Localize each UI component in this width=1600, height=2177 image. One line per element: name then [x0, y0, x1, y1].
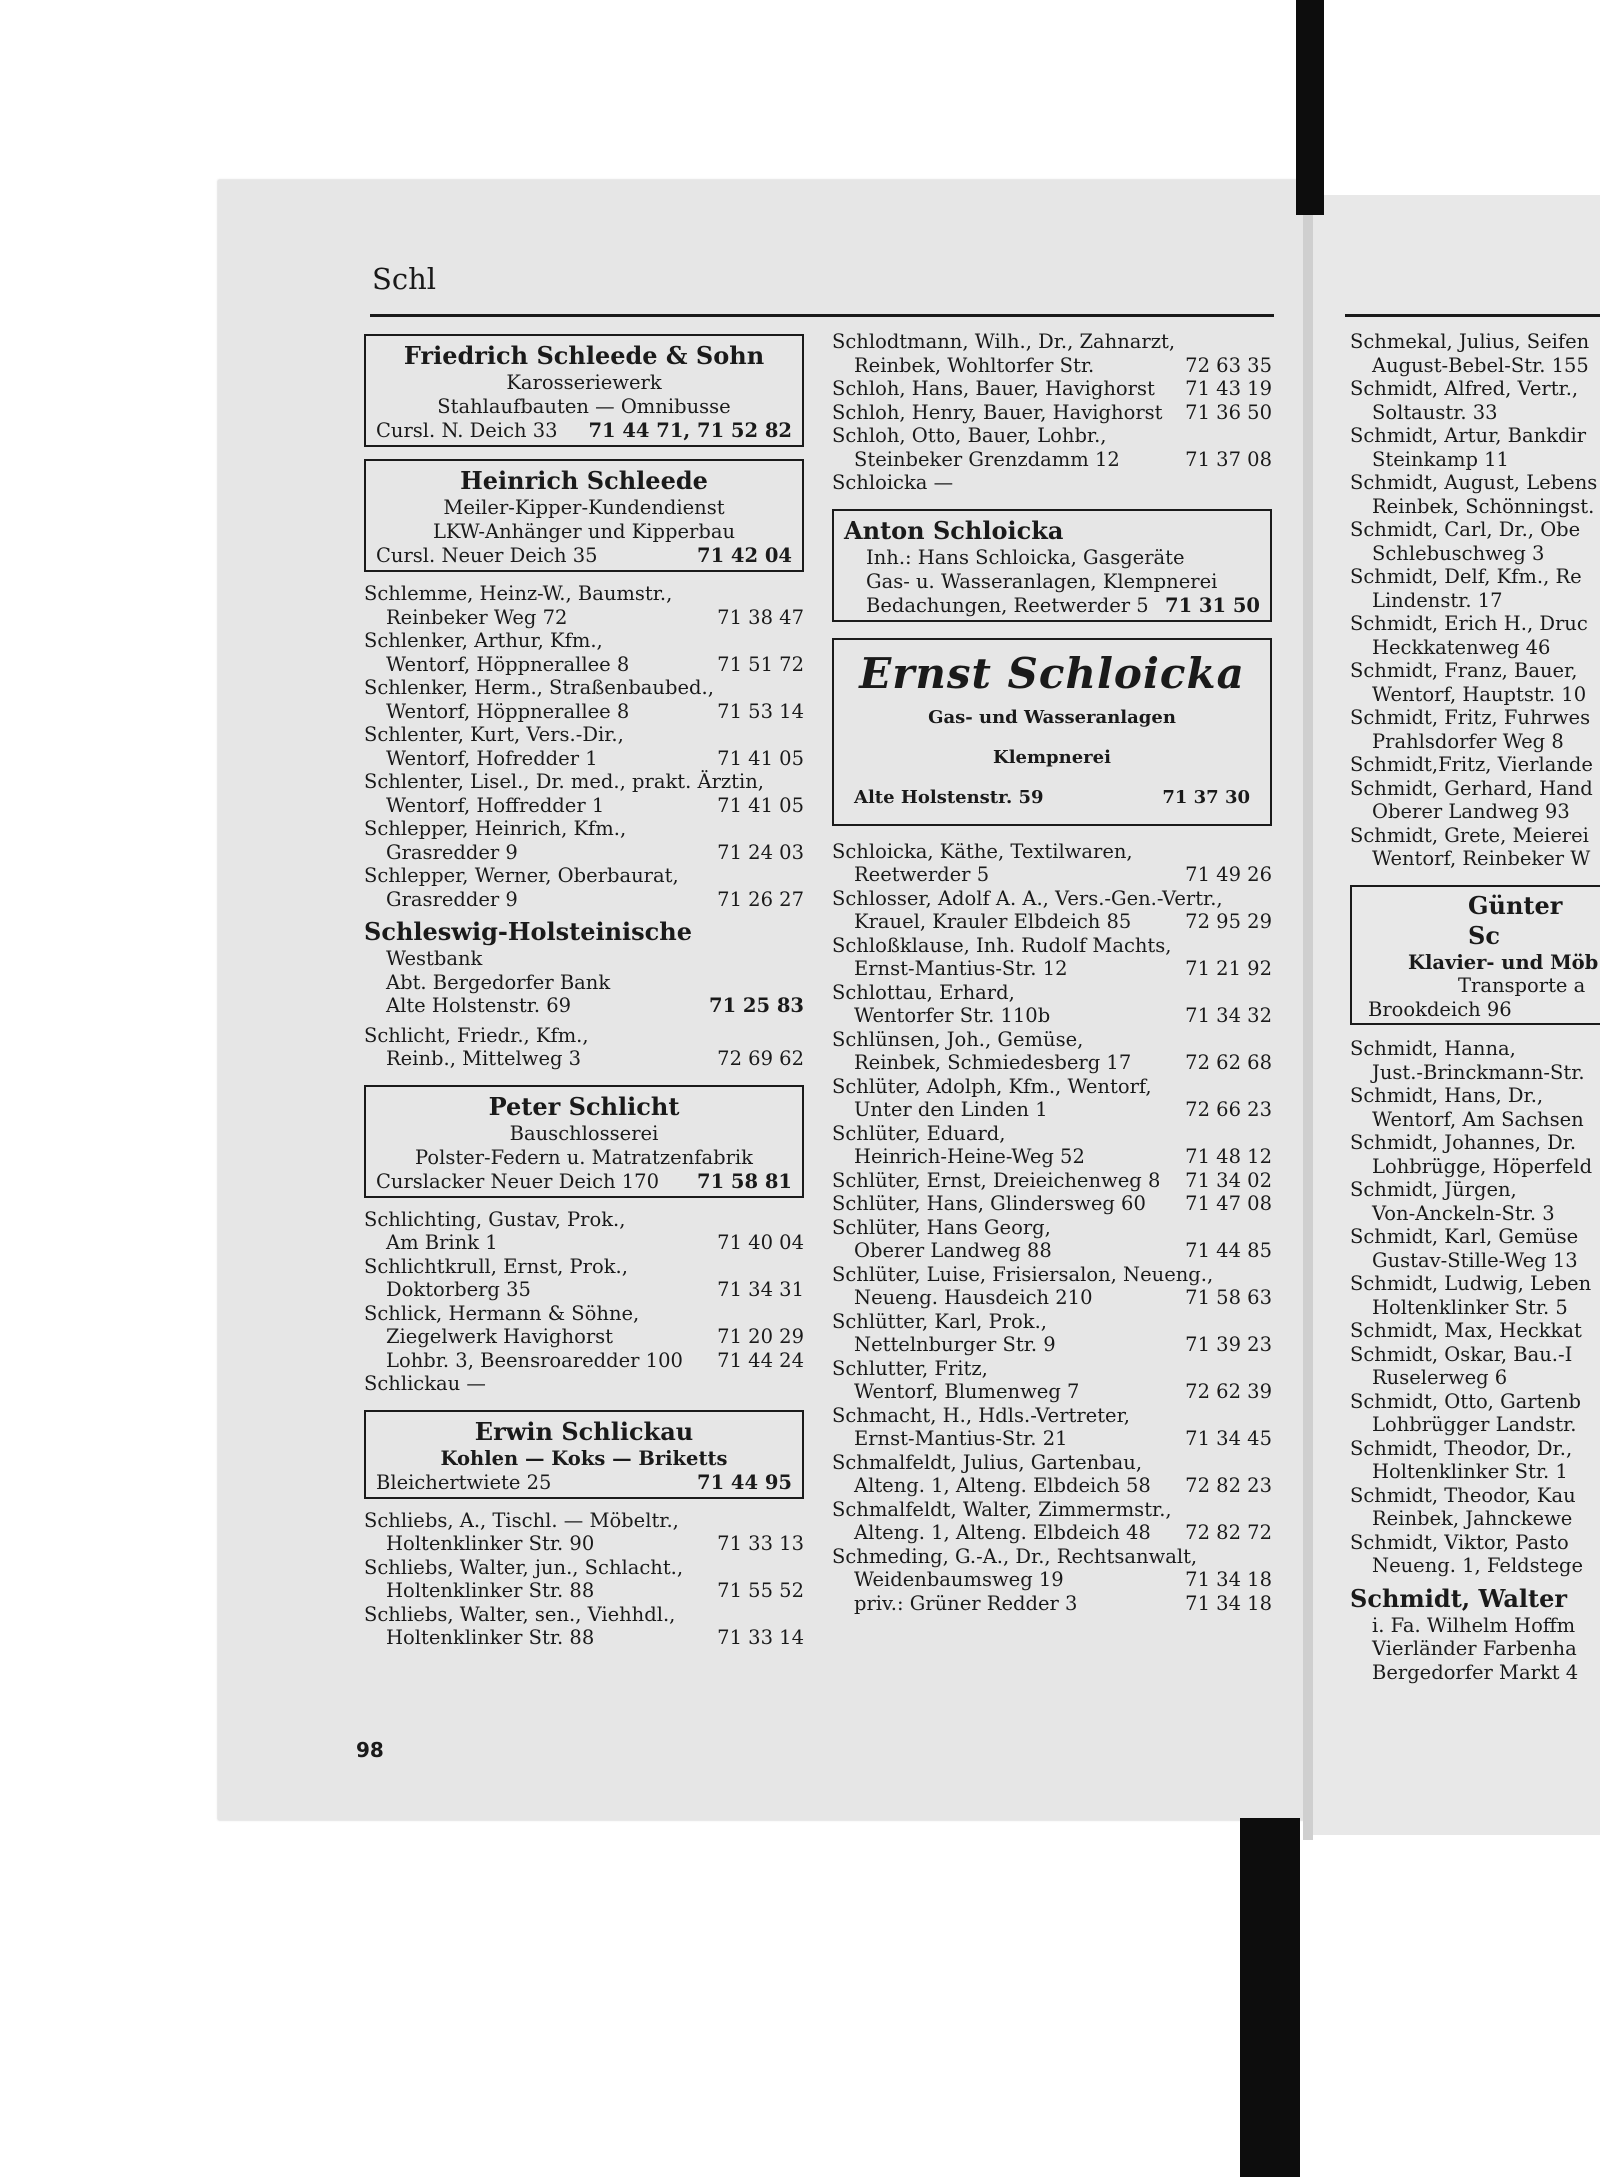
listing-text: Weidenbaumsweg 19	[854, 1568, 1064, 1591]
listing-entry	[832, 330, 1272, 377]
listing-text: Schlutter, Fritz,	[832, 1356, 988, 1380]
listing-line: Neueng. 1, Feldstege	[1372, 1554, 1584, 1577]
listing-line: Schmidt, Carl, Dr., Obe	[1350, 518, 1581, 541]
listing-line: Schmidt, Franz, Bauer,	[1350, 659, 1578, 682]
listing-line: Schmidt, Ludwig, Leben	[1350, 1272, 1592, 1295]
listing-line: Schmidt, Delf, Kfm., Re	[1350, 565, 1582, 588]
listing-entry	[832, 1498, 1272, 1545]
listing-text: Alte Holstenstr. 69	[386, 994, 572, 1017]
listing-text: 71 44 24	[717, 1348, 804, 1372]
listing-entry	[364, 1208, 804, 1255]
listing-text: Schmeding, G.-A., Dr., Rechtsanwalt,	[832, 1544, 1198, 1568]
listing-text: 71 53 14	[717, 699, 804, 723]
listing-text: 71 21 92	[1185, 957, 1272, 980]
ad-address: Alte Holstenstr. 59	[854, 786, 1044, 808]
listing-text: 71 25 83	[709, 994, 804, 1017]
listing-text: Schlüter, Adolph, Kfm., Wentorf,	[832, 1074, 1152, 1098]
ad-line: Karosseriewerk	[506, 371, 662, 394]
listing-line: Schmidt, Fritz, Fuhrwes	[1350, 706, 1591, 729]
ad-line: Meiler-Kipper-Kundendienst	[443, 496, 725, 519]
ad-address: Bedachungen, Reetwerder 5	[866, 593, 1149, 617]
listing-line: August-Bebel-Str. 155	[1372, 353, 1589, 377]
listing-text: 71 49 26	[1185, 863, 1272, 886]
listing-text: Schlüter, Luise, Frisiersalon, Neueng.,	[832, 1262, 1214, 1286]
listing-line: Holtenklinker Str. 5	[1372, 1295, 1568, 1319]
listing-text: Ziegelwerk Havighorst	[386, 1325, 613, 1348]
listing-text: Schlick, Hermann & Söhne,	[364, 1301, 640, 1325]
ad-address: Cursl. Neuer Deich 35	[376, 544, 598, 567]
listing-entry	[832, 840, 1272, 887]
listing-text: Schliebs, Walter, sen., Viehhdl.,	[364, 1602, 676, 1626]
listing-text: Schlemme, Heinz-W., Baumstr.,	[364, 582, 673, 605]
listing-text: 72 82 72	[1185, 1521, 1272, 1544]
listing-text: 72 62 39	[1185, 1380, 1272, 1403]
listing-line: Wentorf, Hauptstr. 10	[1372, 682, 1587, 706]
listing-entry	[364, 676, 804, 723]
listing-line: Schmidt, Karl, Gemüse	[1350, 1225, 1579, 1248]
listing-entry	[832, 1192, 1272, 1216]
ad-title: Anton Schloicka	[844, 515, 1064, 545]
listing-entry	[832, 1404, 1272, 1451]
listing-entry	[832, 471, 1272, 495]
listing-line: Schmidt, Alfred, Vertr.,	[1350, 377, 1579, 400]
ad-phone: 71 44 71, 71 52 82	[588, 419, 792, 442]
ad-line: LKW-Anhänger und Kipperbau	[432, 520, 736, 543]
listing-line: Schmidt, Max, Heckkat	[1350, 1319, 1582, 1342]
ad-phone: 71 31 50	[1165, 593, 1260, 617]
listing-text: Reinbeker Weg 72	[386, 605, 568, 629]
listing-text: 71 55 52	[717, 1579, 804, 1602]
listing-text: 71 34 18	[1185, 1568, 1272, 1591]
listing-line: Schmidt, Johannes, Dr.	[1350, 1131, 1577, 1154]
listing-text: 71 24 03	[717, 840, 804, 864]
listing-line: Schmidt, Erich H., Druc	[1350, 612, 1588, 635]
listing-text: Schlünsen, Joh., Gemüse,	[832, 1027, 1084, 1051]
listing-text: Schlichtkrull, Ernst, Prok.,	[364, 1254, 628, 1278]
listing-line: Schmidt, Viktor, Pasto	[1350, 1530, 1569, 1554]
ad-title: Ernst Schloicka	[859, 648, 1245, 698]
listing-entry	[832, 1028, 1272, 1075]
listing-entry	[832, 1357, 1272, 1404]
listing-entry	[364, 770, 804, 817]
ad-phone: 71 42 04	[697, 544, 792, 567]
listing-text: 72 95 29	[1185, 910, 1272, 933]
listing-text: Schmalfeldt, Walter, Zimmermstr.,	[832, 1497, 1172, 1521]
listing-line: Prahlsdorfer Weg 8	[1372, 729, 1564, 753]
listing-text: Reetwerder 5	[854, 863, 990, 886]
listing-line: i. Fa. Wilhelm Hoffm	[1372, 1613, 1576, 1637]
listing-text: 71 58 63	[1185, 1286, 1272, 1309]
listing-entry	[364, 629, 804, 676]
listing-line: Schmidt, Jürgen,	[1350, 1178, 1517, 1201]
listing-entry	[832, 1122, 1272, 1169]
listing-entry	[832, 1451, 1272, 1498]
ad-phone: 71 37 30	[1162, 786, 1250, 808]
listing-text: Schmalfeldt, Julius, Gartenbau,	[832, 1450, 1143, 1474]
ad-line: Stahlaufbauten — Omnibusse	[437, 395, 731, 418]
listing-entry	[832, 981, 1272, 1028]
listing-text: Schmacht, H., Hdls.-Vertreter,	[832, 1403, 1130, 1427]
listing-text: Holtenklinker Str. 90	[386, 1532, 595, 1555]
listing-text: 71 33 13	[717, 1532, 804, 1555]
listing-text: Wentorf, Höppnerallee 8	[386, 699, 630, 723]
listing-text: Lohbr. 3, Beensroaredder 100	[386, 1348, 683, 1372]
listing-line: Ruselerweg 6	[1372, 1366, 1508, 1389]
listing-entry	[832, 1169, 1272, 1193]
listing-line: Soltaustr. 33	[1372, 400, 1498, 424]
ad-line: Gas- und Wasseranlagen	[928, 706, 1176, 728]
listing-text: Wentorf, Höppnerallee 8	[386, 652, 630, 676]
listing-entry	[832, 1263, 1272, 1310]
listing-text: Abt. Bergedorfer Bank	[386, 970, 611, 994]
ad-line: Klavier- und Möb	[1408, 950, 1599, 974]
listing-text: Schlenter, Kurt, Vers.-Dir.,	[364, 723, 624, 746]
listing-text: 72 82 23	[1185, 1474, 1272, 1497]
listing-text: 71 34 18	[1185, 1591, 1272, 1615]
ad-line: Polster-Federn u. Matratzenfabrik	[415, 1145, 753, 1169]
listing-text: 71 39 23	[1185, 1333, 1272, 1356]
listing-text: Reinbek, Schmiedesberg 17	[854, 1051, 1132, 1074]
listing-text: Schlicht, Friedr., Kfm.,	[364, 1023, 589, 1047]
column-2	[832, 330, 1272, 1615]
listing-text: Schliebs, Walter, jun., Schlacht.,	[364, 1555, 684, 1579]
listing-text: Schlüter, Ernst, Dreieichenweg 8	[832, 1168, 1161, 1192]
header-rule	[370, 314, 1274, 317]
page-header: Schl	[372, 262, 437, 296]
listing-text: 71 34 31	[717, 1278, 804, 1301]
listing-line: Wentorf, Am Sachsen	[1372, 1107, 1584, 1131]
listing-text: Grasredder 9	[386, 887, 518, 911]
listing-text: Krauel, Krauler Elbdeich 85	[854, 910, 1132, 933]
listing-line: Schmekal, Julius, Seifen	[1350, 330, 1590, 353]
listing-text: Schlüter, Hans Georg,	[832, 1215, 1051, 1239]
listing-line: Vierländer Farbenha	[1372, 1637, 1577, 1660]
listing-text: Schlütter, Karl, Prok.,	[832, 1309, 1047, 1333]
listing-text: Schlichting, Gustav, Prok.,	[364, 1207, 626, 1231]
ad-line: Gas- u. Wasseranlagen, Klempnerei	[866, 569, 1218, 593]
ad-address: Brookdeich 96	[1368, 997, 1512, 1021]
listing-line: Schmidt,Fritz, Vierlande	[1350, 753, 1593, 776]
listing-text: Schloicka, Käthe, Textilwaren,	[832, 839, 1133, 863]
ad-friedrich-schleede	[364, 334, 804, 447]
listing-text: Nettelnburger Str. 9	[854, 1333, 1056, 1356]
listing-line: Steinkamp 11	[1372, 447, 1509, 471]
listing-entry	[364, 582, 804, 629]
listing-line: Lohbrügge, Höperfeld	[1372, 1154, 1593, 1178]
listing-text: Steinbeker Grenzdamm 12	[854, 447, 1120, 471]
listing-text: 71 41 05	[717, 793, 804, 817]
listing-text: Ernst-Mantius-Str. 21	[854, 1427, 1068, 1450]
listing-line: Wentorf, Reinbeker W	[1372, 847, 1591, 870]
listing-text: Schlenker, Herm., Straßenbaubed.,	[364, 676, 714, 699]
listing-text: 71 40 04	[717, 1231, 804, 1254]
listing-entry	[364, 1556, 804, 1603]
listing-text: Schlickau —	[364, 1372, 486, 1395]
listing-line: Bergedorfer Markt 4	[1372, 1660, 1579, 1684]
listing-text: Am Brink 1	[386, 1231, 498, 1254]
listing-line: Oberer Landweg 93	[1372, 800, 1570, 823]
listing-text: 71 34 02	[1185, 1168, 1272, 1192]
listing-line: Schmidt, Hans, Dr.,	[1350, 1084, 1544, 1107]
listing-text: 71 41 05	[717, 746, 804, 770]
listing-entry	[364, 723, 804, 770]
ad-peter-schlicht	[364, 1085, 804, 1198]
listing-entry	[832, 1310, 1272, 1357]
listing-text: Schloh, Hans, Bauer, Havighorst	[832, 377, 1155, 400]
listing-line: Schmidt, Gerhard, Hand	[1350, 776, 1593, 800]
listing-text: Schloh, Henry, Bauer, Havighorst	[832, 400, 1163, 424]
listing-text: Schloicka —	[832, 471, 954, 494]
listing-entry	[364, 1603, 804, 1650]
listing-entry-bank	[364, 917, 804, 1018]
listing-text: priv.: Grüner Redder 3	[854, 1591, 1078, 1615]
listing-line: Schmidt, Otto, Gartenb	[1350, 1389, 1582, 1413]
listing-text: 71 37 08	[1185, 447, 1272, 471]
ad-title: Günter Sc	[1468, 890, 1563, 950]
listing-heading: Schmidt, Walter	[1350, 1583, 1568, 1613]
listing-text: Schlepper, Heinrich, Kfm.,	[364, 817, 627, 840]
listing-text: 71 26 27	[717, 887, 804, 911]
listing-text: 71 34 32	[1185, 1004, 1272, 1027]
listing-line: Schmidt, Artur, Bankdir	[1350, 424, 1587, 447]
listing-text: Schlüter, Eduard,	[832, 1121, 1006, 1145]
listing-text: Schlodtmann, Wilh., Dr., Zahnarzt,	[832, 330, 1176, 353]
listing-text: 72 69 62	[717, 1047, 804, 1070]
ad-line: Inh.: Hans Schloicka, Gasgeräte	[866, 545, 1185, 569]
listing-line: Lohbrügger Landstr.	[1372, 1413, 1577, 1436]
ad-erwin-schlickau	[364, 1410, 804, 1499]
listing-line: Holtenklinker Str. 1	[1372, 1460, 1568, 1483]
listing-text: Schlenter, Lisel., Dr. med., prakt. Ärztin,	[364, 770, 764, 793]
listing-text: Oberer Landweg 88	[854, 1239, 1052, 1262]
listing-line: Gustav-Stille-Weg 13	[1372, 1248, 1578, 1272]
listing-text: 71 51 72	[717, 652, 804, 676]
listing-text: 71 20 29	[717, 1325, 804, 1348]
ad-title: Erwin Schlickau	[474, 1416, 694, 1446]
page-number: 98	[356, 1738, 384, 1762]
listing-text: Schliebs, A., Tischl. — Möbeltr.,	[364, 1508, 679, 1532]
listing-text: Schlenker, Arthur, Kfm.,	[364, 629, 603, 652]
ad-line: Transporte a	[1458, 974, 1586, 997]
listing-entry	[832, 934, 1272, 981]
ad-anton-schloicka	[832, 509, 1272, 622]
listing-text: Schlosser, Adolf A. A., Vers.-Gen.-Vertr.,	[832, 886, 1223, 910]
header-rule-right	[1345, 314, 1600, 317]
ad-heinrich-schleede	[364, 459, 804, 572]
page-gutter	[1303, 190, 1313, 1840]
binding-strip-top	[1296, 0, 1324, 215]
listing-entry	[832, 424, 1272, 471]
listing-text: 71 38 47	[717, 605, 804, 629]
listing-text: Wentorf, Hoffredder 1	[386, 793, 605, 817]
listing-entry	[832, 1545, 1272, 1616]
listing-line: Schmidt, Hanna,	[1350, 1037, 1516, 1060]
listing-text: Doktorberg 35	[386, 1278, 531, 1301]
listing-text: Alteng. 1, Alteng. Elbdeich 58	[854, 1474, 1151, 1497]
listing-text: Heinrich-Heine-Weg 52	[854, 1145, 1085, 1168]
listing-line: Von-Anckeln-Str. 3	[1372, 1201, 1555, 1225]
listing-entry	[364, 1509, 804, 1556]
listing-text: Schloßklause, Inh. Rudolf Machts,	[832, 933, 1172, 957]
listing-entry	[364, 864, 804, 911]
listing-line: Just.-Brinckmann-Str.	[1372, 1060, 1585, 1084]
listing-entry	[364, 1024, 804, 1071]
listing-text: Ernst-Mantius-Str. 12	[854, 957, 1068, 980]
binding-strip-bottom	[1240, 1818, 1300, 2177]
listing-text: 72 63 35	[1185, 353, 1272, 377]
column-3	[1350, 330, 1600, 1730]
listing-line: Schmidt, Theodor, Dr.,	[1350, 1436, 1573, 1460]
listing-text: Schlepper, Werner, Oberbaurat,	[364, 864, 679, 887]
listing-text: Westbank	[386, 947, 483, 970]
listing-text: 71 34 45	[1185, 1427, 1272, 1450]
listing-entry	[364, 817, 804, 864]
listing-text: 72 66 23	[1185, 1098, 1272, 1121]
listing-text: 71 47 08	[1185, 1192, 1272, 1215]
listing-text: Schloh, Otto, Bauer, Lohbr.,	[832, 424, 1107, 447]
ad-line: Klempnerei	[993, 746, 1111, 768]
listing-line: Heckkatenweg 46	[1372, 635, 1551, 659]
listing-line: Schmidt, Grete, Meierei	[1350, 823, 1589, 847]
listing-text: Wentorf, Blumenweg 7	[854, 1380, 1080, 1403]
ad-title: Heinrich Schleede	[460, 466, 708, 495]
listing-text: Neueng. Hausdeich 210	[854, 1286, 1093, 1309]
listing-text: Wentorf, Hofredder 1	[386, 746, 598, 770]
listing-text: 71 44 85	[1185, 1239, 1272, 1262]
listing-text: 71 43 19	[1185, 377, 1272, 400]
listing-text: Reinbek, Wohltorfer Str.	[854, 353, 1095, 377]
ad-ernst-schloicka	[832, 638, 1272, 826]
listing-text: Wentorfer Str. 110b	[854, 1004, 1051, 1027]
ad-line: Kohlen — Koks — Briketts	[440, 1446, 728, 1470]
listing-entry	[364, 1372, 804, 1396]
ad-address: Curslacker Neuer Deich 170	[376, 1169, 659, 1193]
listing-text: Grasredder 9	[386, 840, 518, 864]
listing-text: Holtenklinker Str. 88	[386, 1626, 595, 1649]
listing-entry	[832, 1075, 1272, 1122]
listing-text: Unter den Linden 1	[854, 1098, 1048, 1121]
ad-title: Friedrich Schleede & Sohn	[403, 341, 765, 370]
listing-text: Holtenklinker Str. 88	[386, 1579, 595, 1602]
listing-entry	[832, 1216, 1272, 1263]
listing-heading: Schleswig-Holsteinische	[364, 917, 693, 946]
listing-text: Alteng. 1, Alteng. Elbdeich 48	[854, 1521, 1151, 1544]
listing-line: Reinbek, Schönningst.	[1372, 494, 1595, 518]
ad-phone: 71 58 81	[697, 1169, 792, 1193]
ad-phone: 71 44 95	[697, 1470, 792, 1494]
ad-guenter	[1350, 885, 1600, 1026]
listing-text: 71 36 50	[1185, 400, 1272, 424]
listing-entry	[364, 1302, 804, 1373]
listing-text: 71 48 12	[1185, 1145, 1272, 1168]
listing-text: Schlottau, Erhard,	[832, 980, 1015, 1004]
listing-line: Schmidt, Oskar, Bau.-I	[1350, 1342, 1573, 1366]
listing-entry	[832, 401, 1272, 425]
listing-entry	[832, 887, 1272, 934]
listing-line: Schmidt, Theodor, Kau	[1350, 1483, 1576, 1507]
listing-text: Reinb., Mittelweg 3	[386, 1047, 582, 1070]
ad-address: Bleichertwiete 25	[376, 1470, 552, 1494]
ad-title: Peter Schlicht	[488, 1091, 680, 1121]
listing-text: 71 33 14	[717, 1626, 804, 1649]
listing-line: Schlebuschweg 3	[1372, 541, 1545, 565]
listing-line: Schmidt, August, Lebens	[1350, 471, 1598, 494]
ad-line: Bauschlosserei	[509, 1121, 659, 1145]
listing-line: Reinbek, Jahnckewe	[1372, 1507, 1573, 1530]
listing-entry	[364, 1255, 804, 1302]
listing-entry	[832, 377, 1272, 401]
column-1	[364, 330, 804, 1650]
listing-line: Lindenstr. 17	[1372, 588, 1503, 612]
listing-text: 72 62 68	[1185, 1051, 1272, 1074]
ad-address: Cursl. N. Deich 33	[376, 419, 558, 442]
listing-text: Schlüter, Hans, Glindersweg 60	[832, 1192, 1146, 1215]
